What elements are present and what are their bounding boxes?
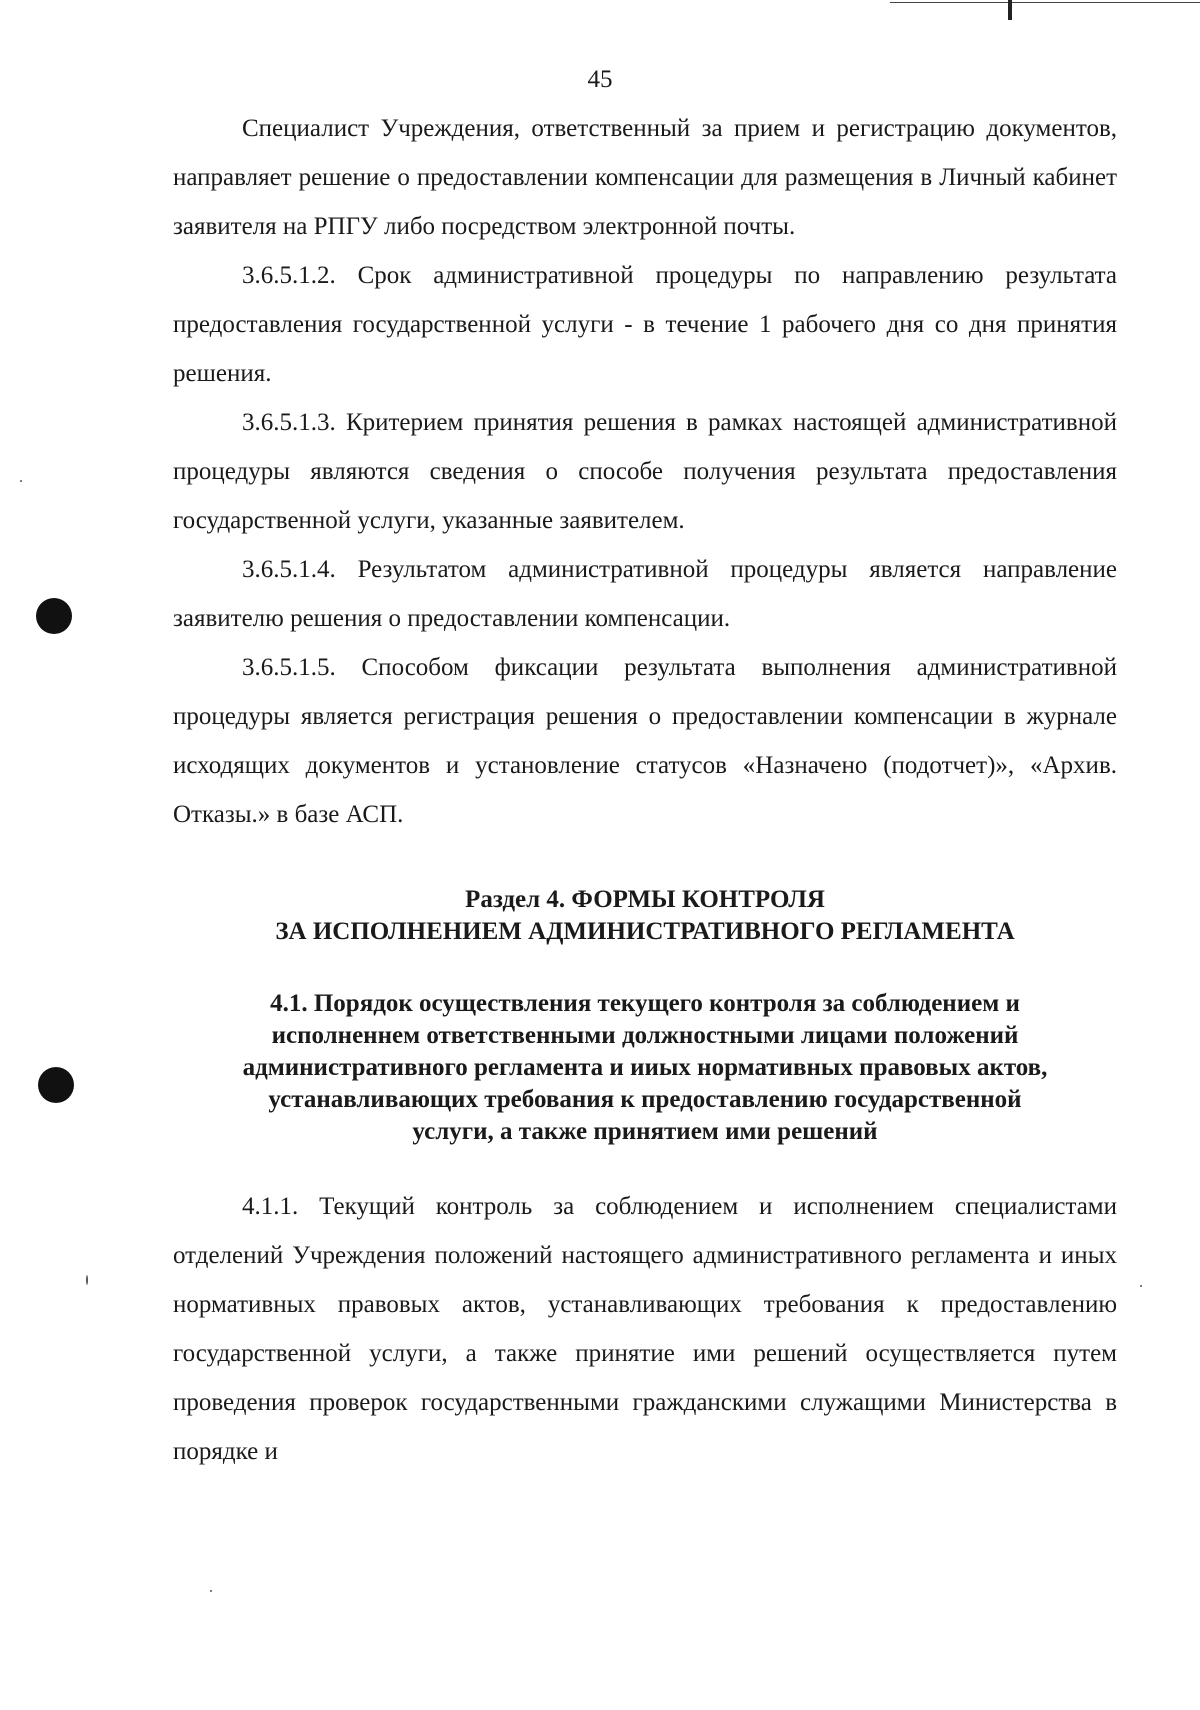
paragraph: Специалист Учреждения, ответственный за прием и регистрацию документов, направляет решение о предоставлении компенсации для размещения в Личный кабинет заявителя на РПГУ либо посредством электронной почты. (173, 115, 1117, 240)
subsection-heading-line: устанавливающих требования к предоставлению государственной (268, 1086, 1022, 1113)
subsection-heading-line: административного регламента и ииых нормативных правовых актов, (242, 1054, 1048, 1081)
section-heading-line: ЗА ИСПОЛНЕНИЕМ АДМИНИСТРАТИВНОГО РЕГЛАМЕНТА (275, 918, 1015, 945)
scan-speck (86, 1275, 88, 1285)
document-body (173, 104, 1117, 1476)
page-number: 45 (587, 66, 613, 93)
scan-speck (1140, 1285, 1142, 1287)
paragraph-3-6-5-1-2: 3.6.5.1.2. Срок административной процедуры по направлению результата предоставления государственной услуги - в течение 1 рабочего дня со дня принятия решения. (173, 262, 1117, 387)
paragraph-4-1-1: 4.1.1. Текущий контроль за соблюдением и исполнением специалистами отделений Учреждения положений настоящего административного регламента и иных нормативных правовых актов, устанавливающих требования к предоставлению государственной услуги, а также принятие ими решений осуществляется путем проведения проверок государственными гражданскими служащими Министерства в порядке и (173, 1193, 1117, 1465)
paragraph-3-6-5-1-5: 3.6.5.1.5. Способом фиксации результата выполнения административной процедуры является регистрация решения о предоставлении компенсации в журнале исходящих документов и установление статусов «Назначено (подотчет)», «Архив. Отказы.» в базе АСП. (173, 654, 1117, 828)
punch-hole-mark (36, 598, 72, 634)
subsection-heading-line: 4.1. Порядок осуществления текущего контроля за соблюдением и (270, 990, 1020, 1017)
scan-edge-mark (1008, 0, 1012, 20)
section-heading (173, 884, 1117, 948)
scan-edge-line (890, 2, 1200, 3)
punch-hole-mark (38, 1067, 74, 1103)
scan-speck (210, 1590, 212, 1592)
subsection-heading (173, 988, 1117, 1148)
section-heading-line: Раздел 4. ФОРМЫ КОНТРОЛЯ (465, 886, 825, 913)
subsection-heading-line: услуги, а также принятием ими решений (412, 1118, 878, 1145)
paragraph-3-6-5-1-3: 3.6.5.1.3. Критерием принятия решения в рамках настоящей административной процедуры являются сведения о способе получения результата предоставления государственной услуги, указанные заявителем. (173, 409, 1117, 534)
scan-speck (20, 480, 22, 482)
subsection-heading-line: исполненнем ответственными должностными лицами положений (271, 1022, 1019, 1049)
paragraph-3-6-5-1-4: 3.6.5.1.4. Результатом административной процедуры является направление заявителю решения о предоставлении компенсации. (173, 556, 1117, 632)
